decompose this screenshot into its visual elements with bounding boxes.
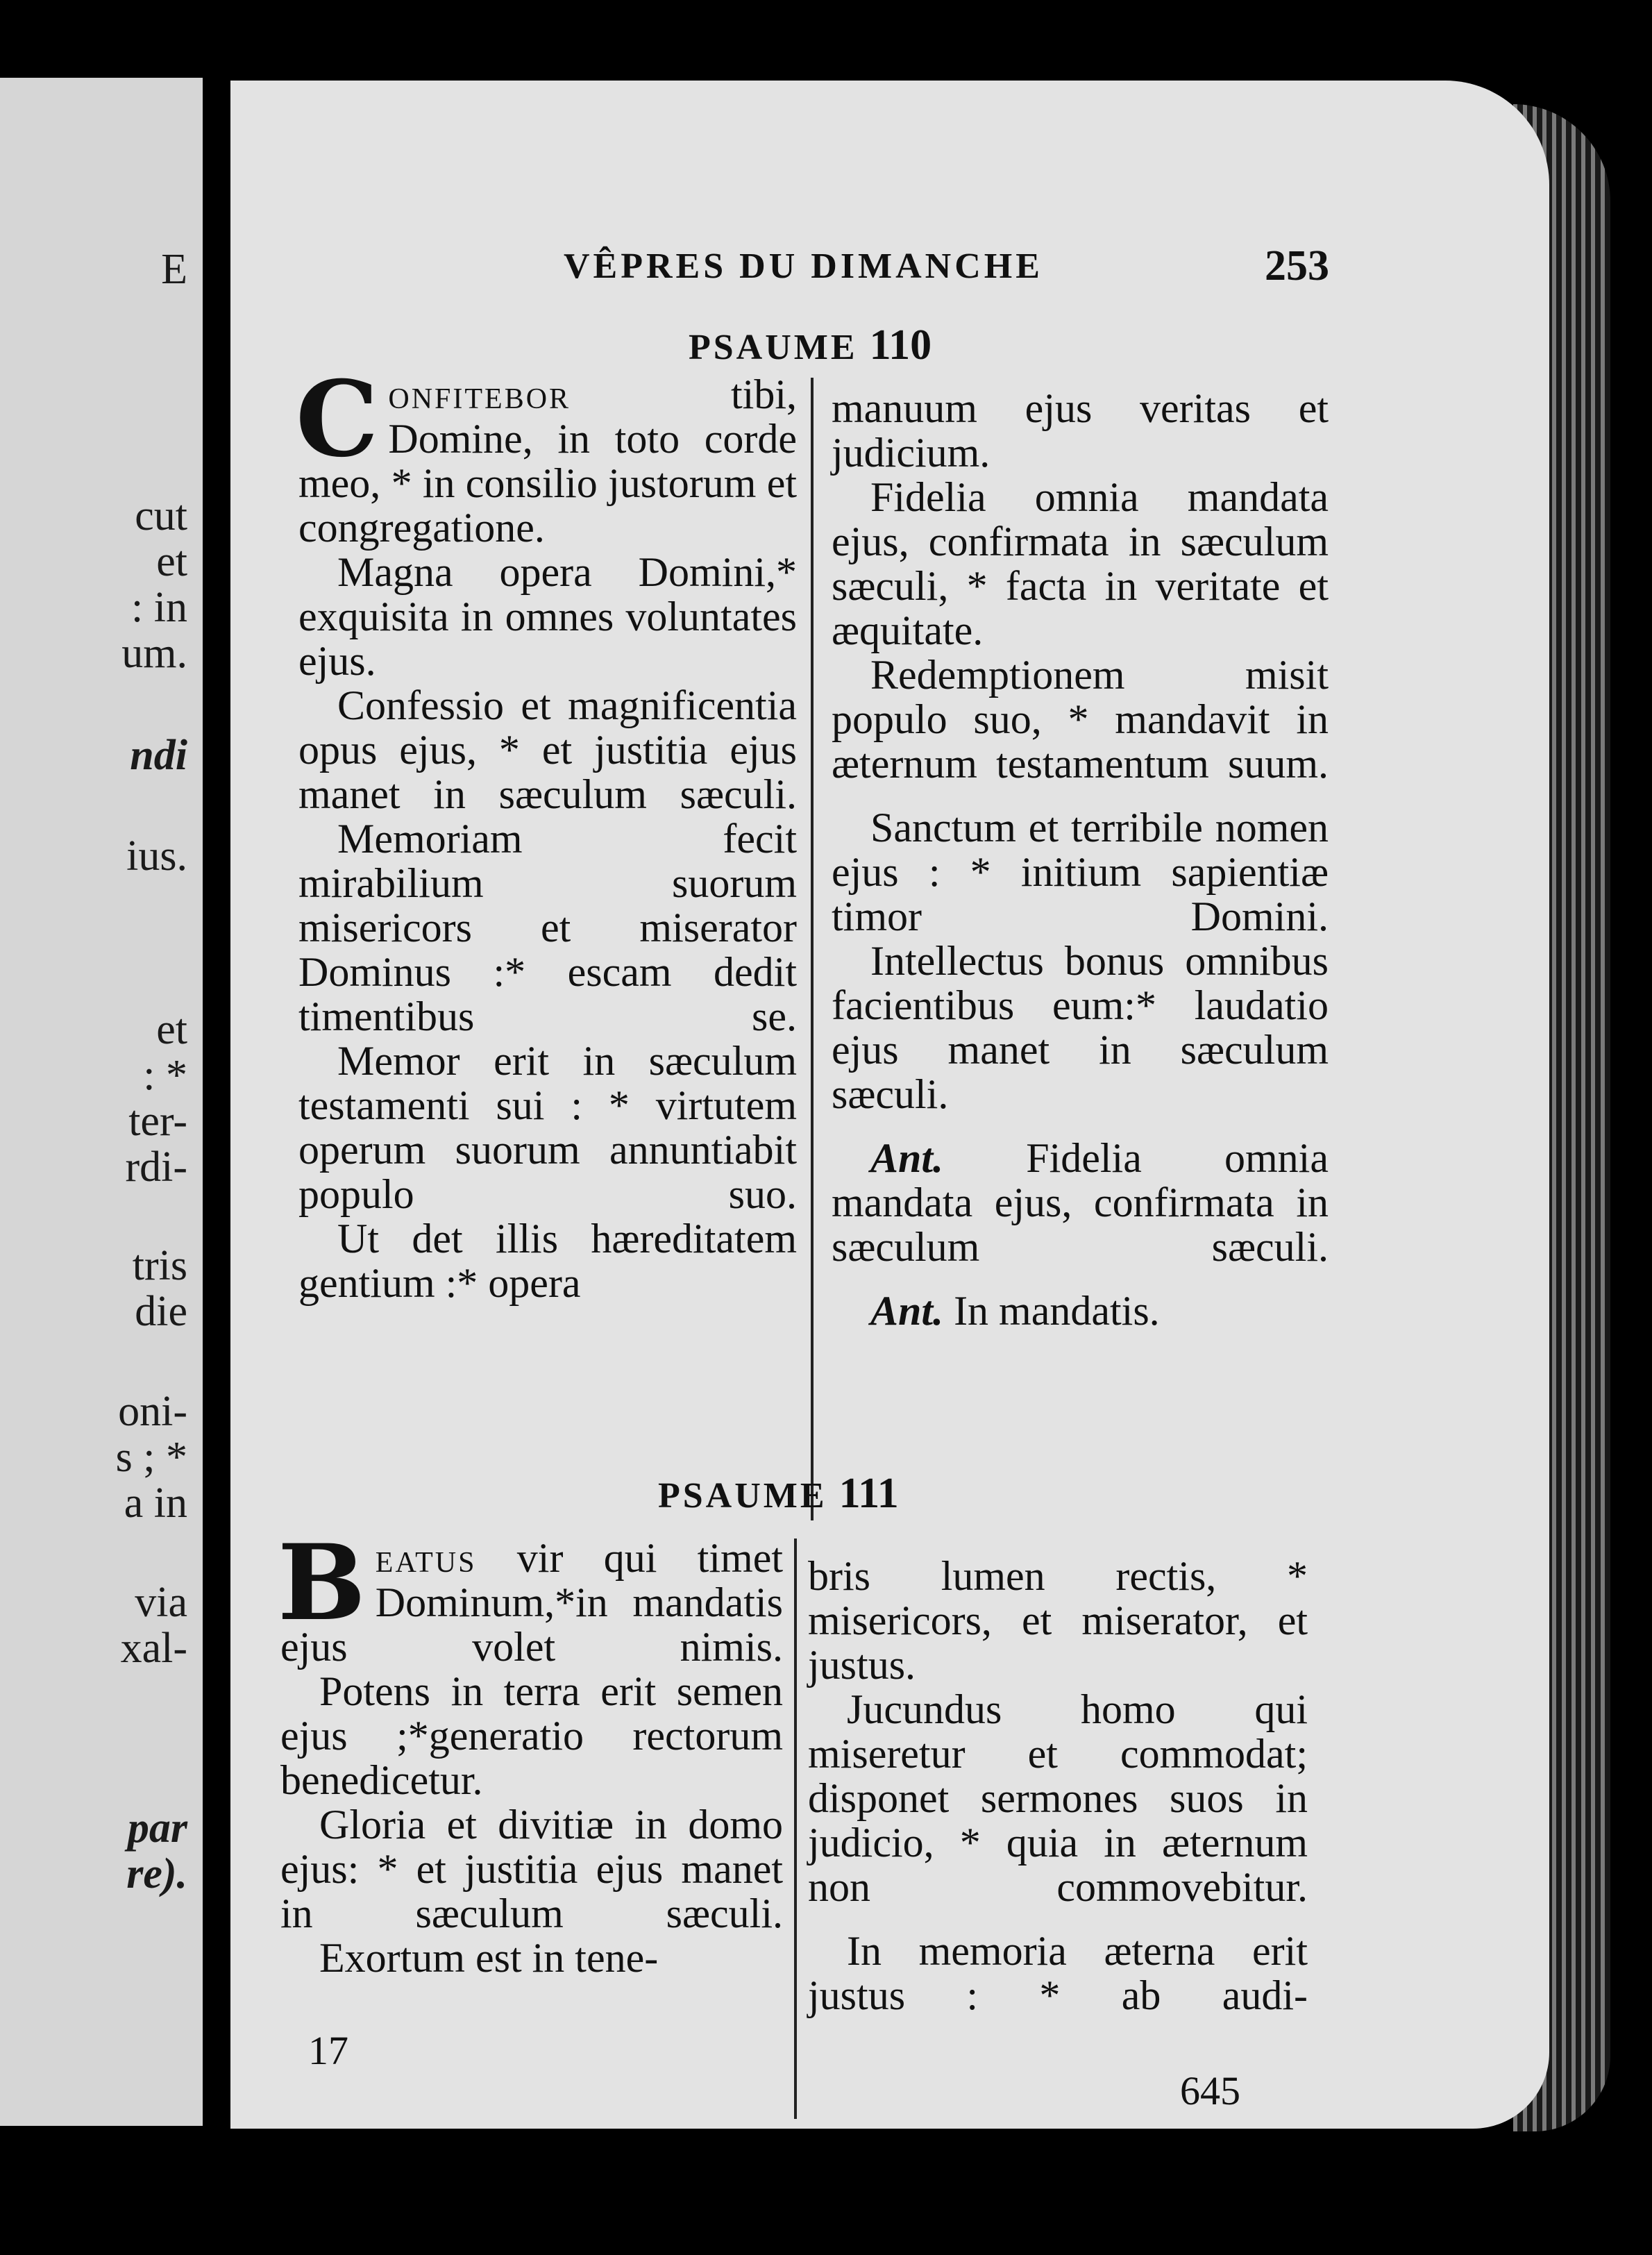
previous-page-fragment: xal- (120, 1625, 187, 1672)
psalm-110-verse-4: Memoriam fecit mirabilium suorum misericors et miserator Dominus :* escam dedit timentibus se. (298, 816, 797, 1039)
psalm-111-first-word: eatus (375, 1535, 477, 1581)
psalm-110-verse-3: Confessio et magnificentia opus ejus, * et justitia ejus manet in sæculum sæculi. (298, 682, 797, 817)
psalm-111-verse-5: Jucundus homo qui miseretur et commodat; disponet sermones suos in judicio, * quia in æternum non commovebitur. (808, 1686, 1308, 1910)
psalm-110-title-word: PSAUME (689, 328, 858, 367)
psalm-111-verse-4-cont: bris lumen rectis, * misericors, et miserator, et justus. (808, 1553, 1308, 1688)
previous-page-fragment: et (156, 1006, 187, 1053)
previous-page-fragment: E (161, 246, 187, 293)
previous-page-fragment: tris (132, 1242, 187, 1289)
previous-page-fragment: s ; * (115, 1434, 187, 1481)
psalm-110-antiphon (832, 1136, 1329, 1269)
footer-number: 645 (1180, 2068, 1240, 2113)
psalm-110-verse-9: Sanctum et terribile nomen ejus : * initium sapientiæ timor Domini. (832, 805, 1329, 939)
psalm-110-verse-10: Intellectus bonus omnibus facientibus eum:* laudatio ejus manet in sæculum sæculi. (832, 938, 1329, 1117)
previous-page-fragment: die (135, 1288, 187, 1335)
psalm-110-dropcap: C (296, 358, 379, 480)
previous-page-fragment: a in (124, 1479, 187, 1527)
psalm-111-title-number: 111 (838, 1470, 899, 1517)
psalm-111-verse-1: vir qui timet Dominum,*in mandatis ejus volet nimis. (280, 1535, 783, 1670)
psalm-110-first-word: onfitebor (388, 371, 571, 417)
previous-page-fragment: oni- (118, 1388, 187, 1435)
psalm-111-verse-4: Exortum est in tene- (319, 1935, 659, 1981)
running-head: VÊPRES DU DIMANCHE (564, 246, 1043, 286)
psalm-110-title-number: 110 (869, 321, 932, 369)
psalm-111-dropcap: B (278, 1522, 366, 1644)
previous-page (0, 78, 203, 2126)
psalm-111-title-word: PSAUME (658, 1476, 827, 1516)
psalm-110-verse-6: Ut det illis hæreditatem gentium :* opera (298, 1216, 797, 1306)
psalm-111-right-column (808, 1554, 1308, 2018)
psalm-110-column-rule (811, 378, 814, 1520)
previous-page-fragment: par (127, 1804, 187, 1852)
previous-page-fragment: ter- (128, 1098, 187, 1145)
psalm-110-verse-5: Memor erit in sæculum testamenti sui : * virtutem operum suorum annuntiabit populo suo. (298, 1038, 797, 1217)
psalm-111-verse-3: Gloria et divitiæ in domo ejus: * et justitia ejus manet in sæculum sæculi. (280, 1802, 783, 1936)
antiphon-2-text: In mandatis. (943, 1288, 1160, 1334)
psalm-110-verse-2: Magna opera Domini,* exquisita in omnes voluntates ejus. (298, 549, 797, 684)
psalm-111-verse-6: In memoria æterna erit justus : * ab audi- (808, 1928, 1308, 2018)
previous-page-fragment: ndi (130, 732, 187, 779)
previous-page-fragment: cut (135, 492, 187, 539)
psalm-111-verse-2: Potens in terra erit semen ejus ;*generatio rectorum benedicetur. (280, 1668, 783, 1803)
previous-page-fragment: et (156, 538, 187, 585)
psalm-110-right-column (832, 386, 1329, 1333)
antiphon-2-label: Ant. (870, 1288, 944, 1334)
psalm-111-title (658, 1469, 899, 1518)
antiphon-text: Fidelia omnia mandata ejus, confirmata in sæculum sæculi. (832, 1135, 1329, 1270)
psalm-111-antiphon (832, 1289, 1329, 1333)
book-gutter (203, 0, 230, 2255)
psalm-110-verse-8: Redemptionem misit populo suo, * mandavit in æternum testamentum suum. (832, 652, 1329, 787)
psalm-110-verse-6-cont: manuum ejus veritas et judicium. (832, 385, 1329, 476)
previous-page-fragment: rdi- (125, 1143, 187, 1191)
previous-page-fragment: re). (126, 1850, 187, 1897)
previous-page-fragment: ius. (126, 832, 187, 880)
psalm-110-left-column (296, 358, 797, 1306)
psalm-111-column-rule (794, 1539, 797, 2119)
psalm-111-left-column (278, 1522, 783, 1981)
previous-page-fragment: : * (143, 1052, 187, 1099)
signature-mark: 17 (308, 2028, 348, 2073)
psalm-110-verse-7: Fidelia omnia mandata ejus, confirmata in sæculum sæculi, * facta in veritate et æquitate. (832, 474, 1329, 653)
antiphon-label: Ant. (870, 1135, 944, 1181)
book-page (230, 81, 1549, 2129)
page-number: 253 (1265, 242, 1329, 290)
previous-page-fragment: um. (121, 630, 187, 677)
psalm-110-verse-1: tibi, Domine, in toto corde meo, * in consilio justorum et congregatione. (298, 371, 797, 551)
previous-page-fragment: via (135, 1579, 187, 1626)
previous-page-fragment: : in (131, 584, 187, 631)
psalm-110-title (689, 321, 932, 370)
